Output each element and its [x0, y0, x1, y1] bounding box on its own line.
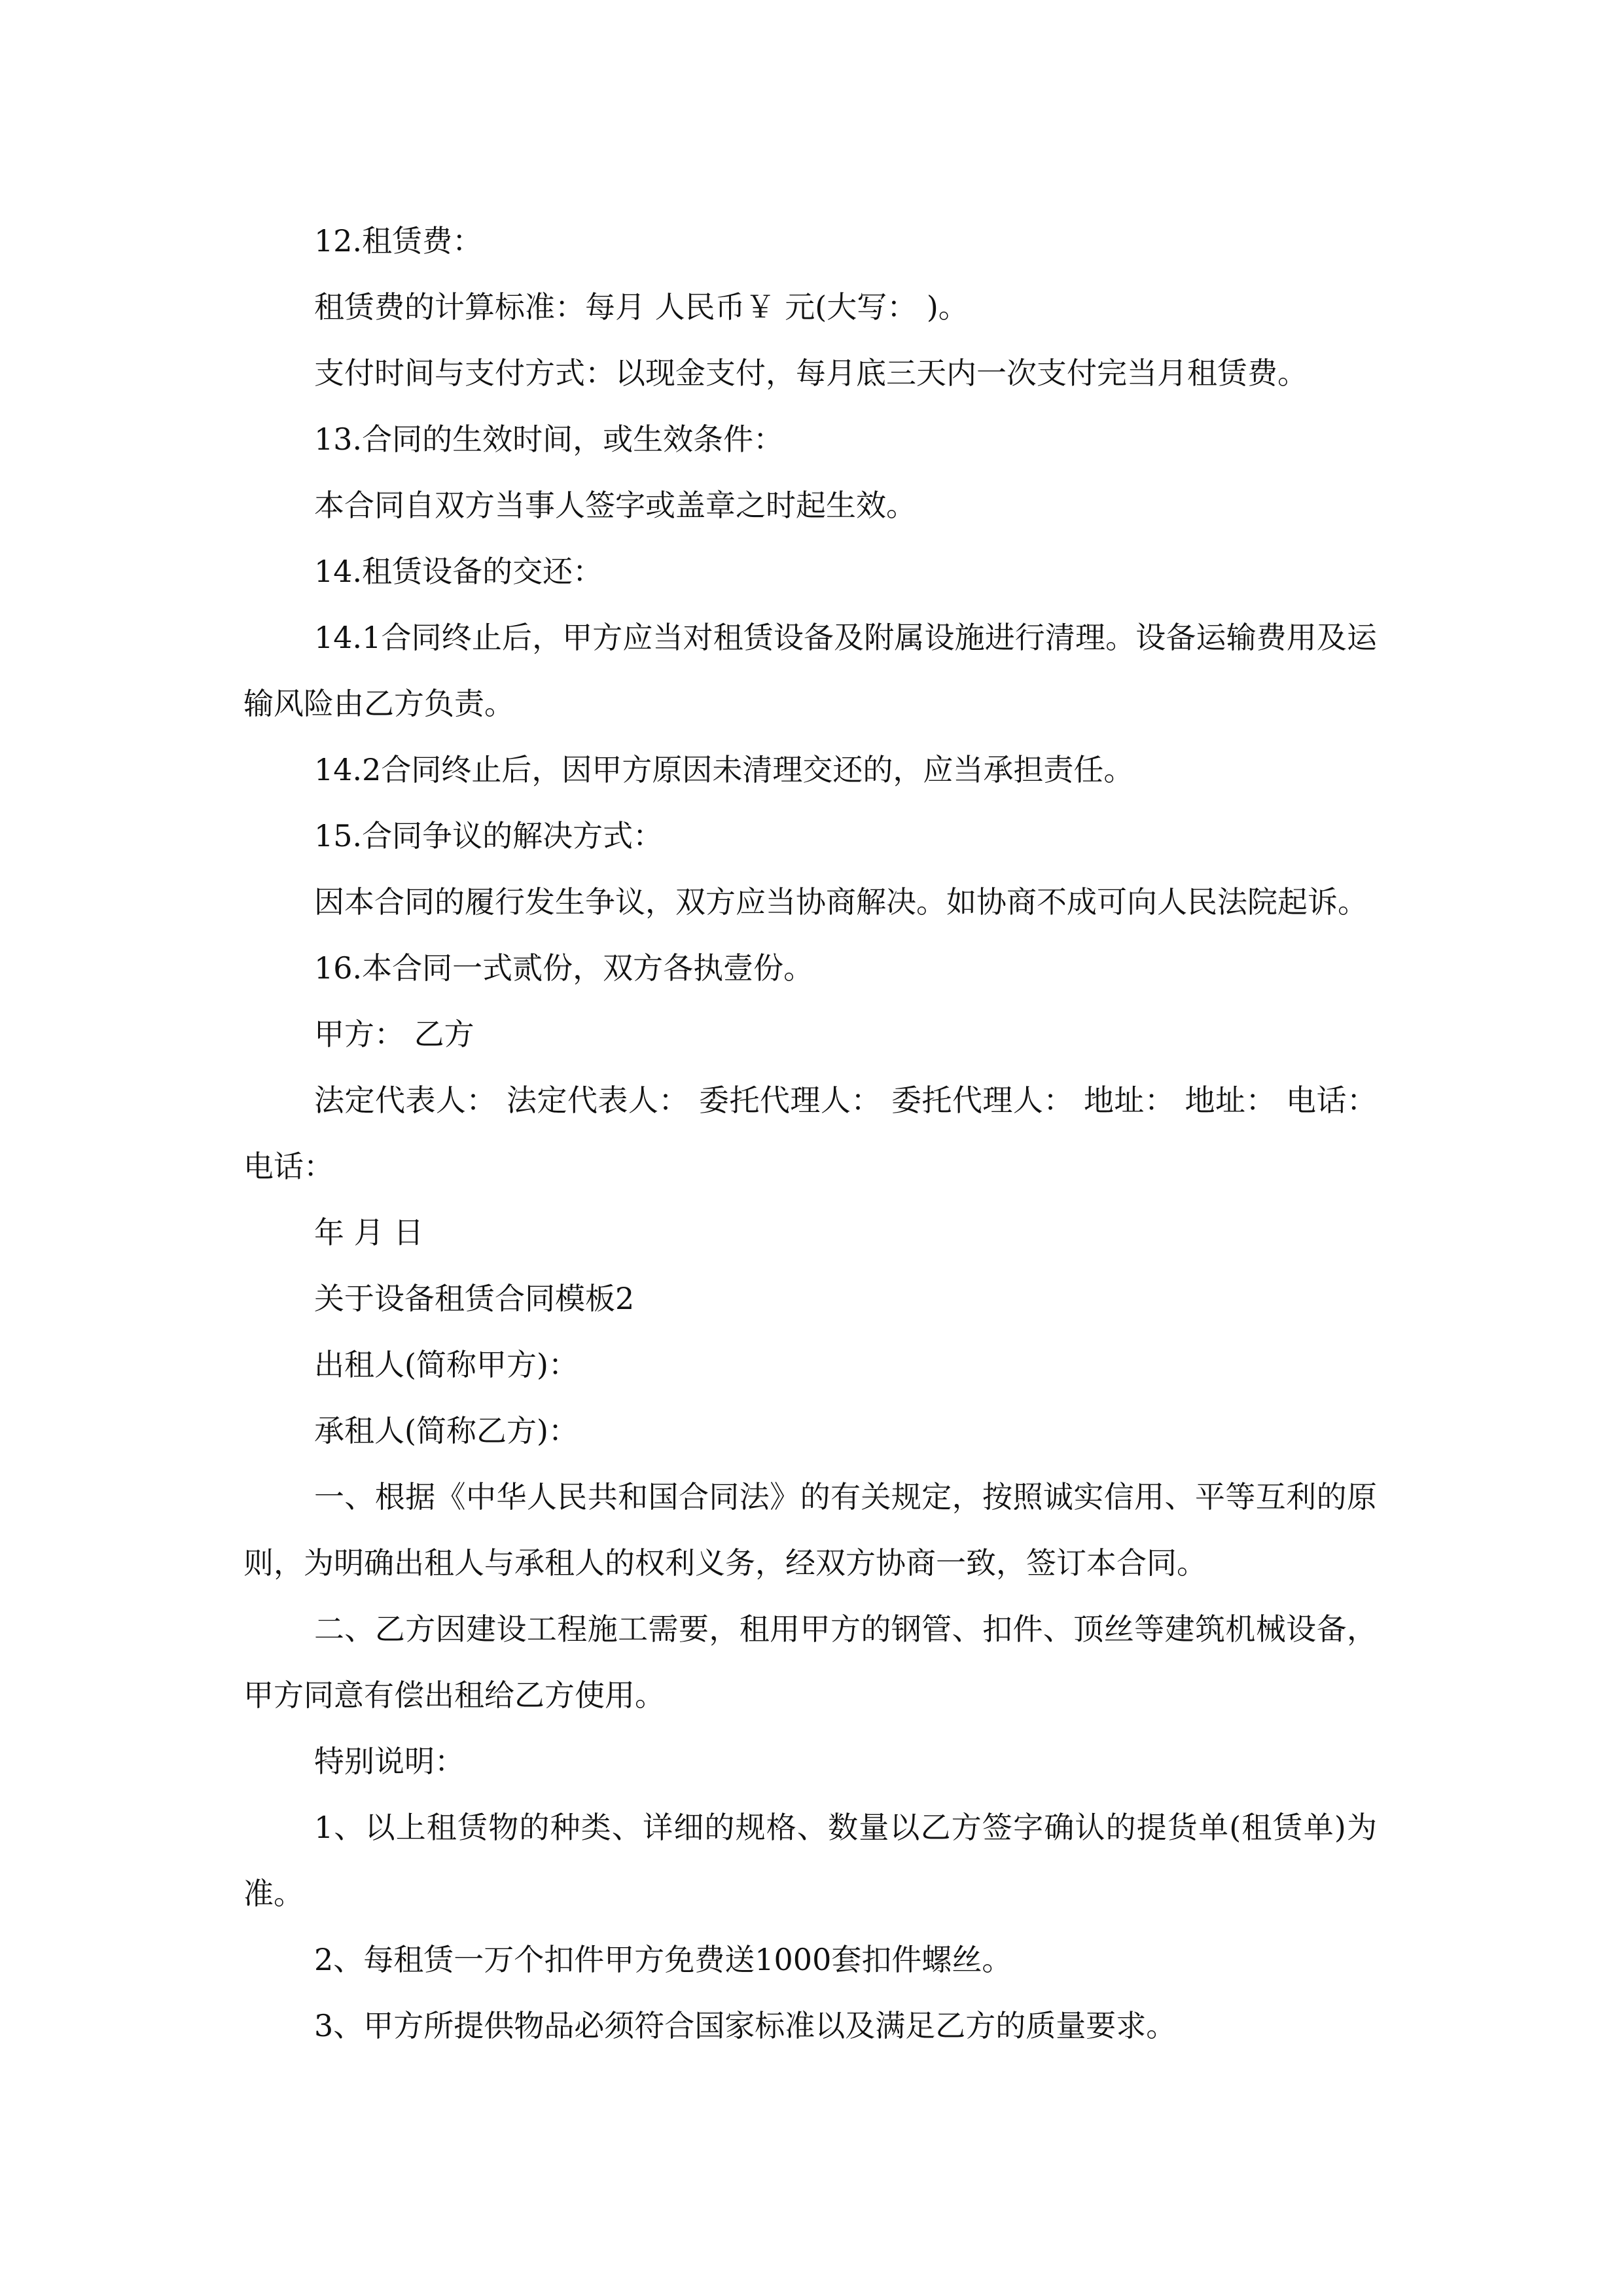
paragraph-dispute-heading: 15.合同争议的解决方式： — [314, 818, 664, 853]
paragraph-signature-fields: 法定代表人： 法定代表人： 委托代理人： 委托代理人： 地址： 地址： 电话： 电话： — [243, 1083, 1377, 1184]
paragraph-rent-standard: 租赁费的计算标准：每月 人民币￥ 元(大写： )。 — [314, 289, 969, 325]
paragraph-lessee: 承租人(简称乙方)： — [314, 1413, 579, 1448]
paragraph-clause-1: 一、根据《中华人民共和国合同法》的有关规定，按照诚实信用、平等互利的原则，为明确出租人与承租人的权利义务，经双方协商一致，签订本合同。 — [243, 1479, 1377, 1581]
paragraph-return-heading: 14.租赁设备的交还： — [314, 554, 603, 589]
paragraph-return-14-1: 14.1合同终止后，甲方应当对租赁设备及附属设施进行清理。设备运输费用及运输风险由乙方负责。 — [243, 620, 1377, 721]
paragraph-date: 年 月 日 — [314, 1215, 424, 1250]
document-body — [243, 208, 1377, 2059]
paragraph-template-2-title: 关于设备租赁合同模板2 — [314, 1281, 635, 1316]
paragraph-clause-2: 二、乙方因建设工程施工需要，租用甲方的钢管、扣件、顶丝等建筑机械设备，甲方同意有偿出租给乙方使用。 — [243, 1611, 1377, 1713]
paragraph-payment-method: 支付时间与支付方式：以现金支付，每月底三天内一次支付完当月租赁费。 — [314, 355, 1308, 391]
paragraph-special-notes-heading: 特别说明： — [314, 1744, 465, 1779]
paragraph-copies: 16.本合同一式贰份，双方各执壹份。 — [314, 950, 814, 986]
paragraph-note-3: 3、甲方所提供物品必须符合国家标准以及满足乙方的质量要求。 — [314, 2008, 1177, 2043]
paragraph-note-2: 2、每租赁一万个扣件甲方免费送1000套扣件螺丝。 — [314, 1942, 1012, 1977]
paragraph-rent-fee-heading: 12.租赁费： — [314, 223, 483, 259]
paragraph-lessor: 出租人(简称甲方)： — [314, 1347, 579, 1382]
paragraph-parties: 甲方： 乙方 — [314, 1016, 474, 1052]
paragraph-effective-text: 本合同自双方当事人签字或盖章之时起生效。 — [314, 488, 916, 523]
paragraph-dispute-text: 因本合同的履行发生争议，双方应当协商解决。如协商不成可向人民法院起诉。 — [314, 884, 1368, 920]
paragraph-note-1: 1、以上租赁物的种类、详细的规格、数量以乙方签字确认的提货单(租赁单)为准。 — [243, 1810, 1377, 1911]
paragraph-return-14-2: 14.2合同终止后，因甲方原因未清理交还的，应当承担责任。 — [314, 752, 1134, 787]
paragraph-effective-heading: 13.合同的生效时间，或生效条件： — [314, 422, 784, 457]
